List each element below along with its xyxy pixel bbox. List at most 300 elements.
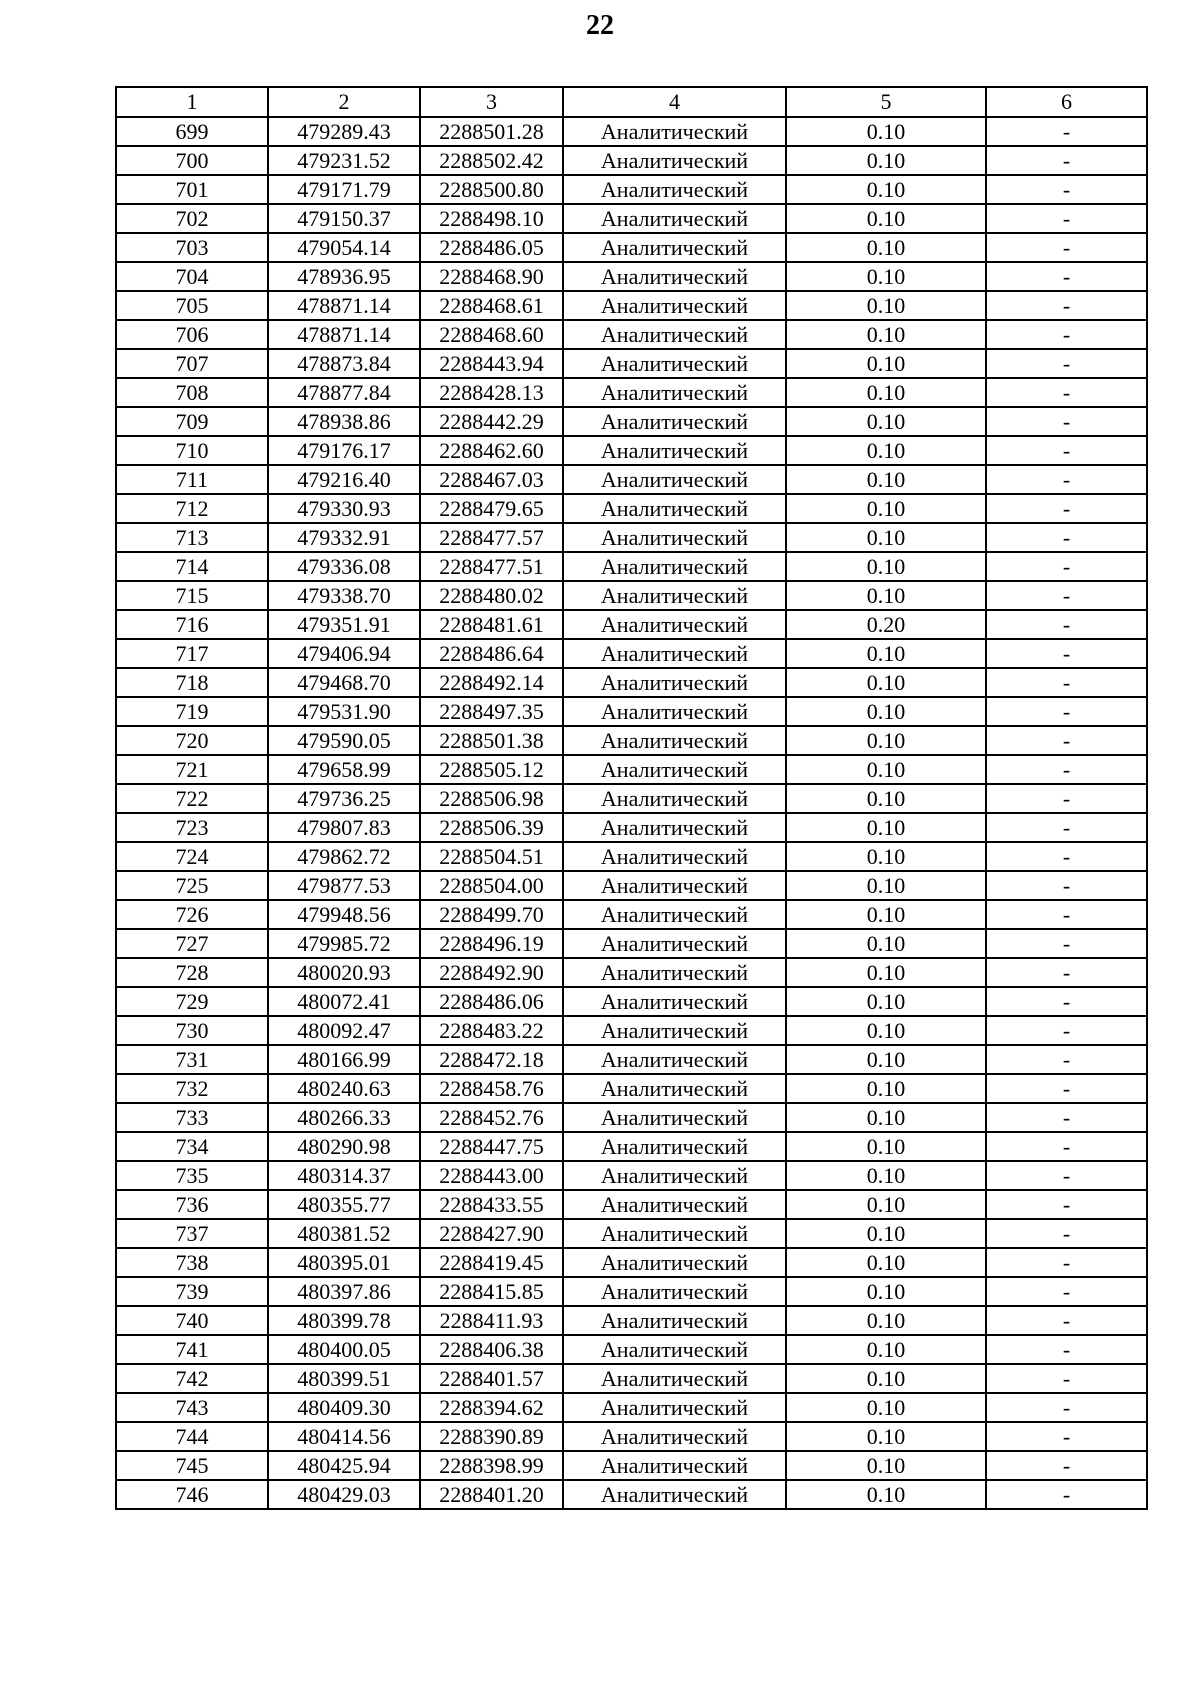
header-row [116,87,1147,117]
table-row [116,1451,1147,1480]
table-cell: 731 [116,1045,268,1074]
table-cell: 2288499.70 [420,900,563,929]
table-cell: Аналитический [563,291,786,320]
table-cell: 0.10 [786,1277,986,1306]
table-cell: 0.10 [786,494,986,523]
table-cell: 2288497.35 [420,697,563,726]
table-cell: 2288498.10 [420,204,563,233]
table-cell: 480266.33 [268,1103,420,1132]
table-cell: Аналитический [563,1161,786,1190]
table-cell: Аналитический [563,436,786,465]
table-cell: 479351.91 [268,610,420,639]
table-cell: 0.10 [786,1480,986,1509]
table-cell: 737 [116,1219,268,1248]
table-cell: 2288506.39 [420,813,563,842]
table-row [116,1306,1147,1335]
table-cell: 0.10 [786,1045,986,1074]
table-cell: 0.10 [786,1161,986,1190]
table-cell: 480355.77 [268,1190,420,1219]
table-cell: Аналитический [563,1219,786,1248]
table-row [116,842,1147,871]
table-cell: - [986,146,1147,175]
table-cell: - [986,987,1147,1016]
table-row [116,1132,1147,1161]
table-cell: - [986,813,1147,842]
table-cell: 2288447.75 [420,1132,563,1161]
table-cell: 480399.51 [268,1364,420,1393]
column-header: 1 [116,87,268,117]
table-row [116,726,1147,755]
table-cell: 0.10 [786,407,986,436]
table-cell: 478871.14 [268,291,420,320]
table-cell: 719 [116,697,268,726]
table-cell: 0.10 [786,639,986,668]
table-cell: 723 [116,813,268,842]
table-cell: 480314.37 [268,1161,420,1190]
table-cell: Аналитический [563,639,786,668]
table-cell: 480395.01 [268,1248,420,1277]
table-cell: 746 [116,1480,268,1509]
table-cell: Аналитический [563,465,786,494]
table-cell: 2288468.60 [420,320,563,349]
table-row [116,871,1147,900]
table-cell: - [986,842,1147,871]
table-cell: Аналитический [563,1451,786,1480]
table-cell: - [986,639,1147,668]
table-cell: 480414.56 [268,1422,420,1451]
table-row [116,1335,1147,1364]
table-cell: 0.10 [786,755,986,784]
table-cell: 2288505.12 [420,755,563,784]
table-cell: 480409.30 [268,1393,420,1422]
page-number: 22 [586,10,614,41]
table-cell: 2288462.60 [420,436,563,465]
table-cell: 720 [116,726,268,755]
table-row [116,958,1147,987]
table-cell: 480092.47 [268,1016,420,1045]
table-cell: 0.10 [786,987,986,1016]
table-cell: 2288458.76 [420,1074,563,1103]
table-cell: 0.10 [786,1103,986,1132]
table-header [116,87,1147,117]
table-cell: 480290.98 [268,1132,420,1161]
column-header: 5 [786,87,986,117]
table-cell: 2288492.14 [420,668,563,697]
table-cell: Аналитический [563,117,786,146]
table-cell: - [986,958,1147,987]
table-cell: 479338.70 [268,581,420,610]
table-row [116,668,1147,697]
table-cell: - [986,233,1147,262]
table-cell: 0.10 [786,581,986,610]
table-cell: - [986,204,1147,233]
table-cell: 2288428.13 [420,378,563,407]
table-cell: 0.10 [786,320,986,349]
table-cell: 2288477.57 [420,523,563,552]
table-cell: Аналитический [563,1335,786,1364]
table-cell: - [986,900,1147,929]
table-cell: 2288406.38 [420,1335,563,1364]
table-cell: 2288401.57 [420,1364,563,1393]
table-cell: 2288401.20 [420,1480,563,1509]
table-cell: 2288477.51 [420,552,563,581]
table-row [116,1248,1147,1277]
table-row [116,1219,1147,1248]
table-row [116,494,1147,523]
table-row [116,581,1147,610]
table-cell: 2288500.80 [420,175,563,204]
table-row [116,929,1147,958]
table-cell: Аналитический [563,1045,786,1074]
table-cell: Аналитический [563,552,786,581]
table-cell: 699 [116,117,268,146]
table-cell: - [986,523,1147,552]
table-row [116,755,1147,784]
table-row [116,1393,1147,1422]
table-cell: 0.10 [786,465,986,494]
table-cell: 700 [116,146,268,175]
table-row [116,378,1147,407]
table-cell: 479216.40 [268,465,420,494]
table-cell: 0.20 [786,610,986,639]
table-cell: 478877.84 [268,378,420,407]
table-cell: - [986,320,1147,349]
table-row [116,1016,1147,1045]
table-cell: 479054.14 [268,233,420,262]
table-cell: 2288442.29 [420,407,563,436]
table-cell: 710 [116,436,268,465]
table-cell: 708 [116,378,268,407]
table-cell: 735 [116,1161,268,1190]
table-cell: 0.10 [786,1422,986,1451]
table-cell: 0.10 [786,436,986,465]
table-cell: 2288467.03 [420,465,563,494]
table-cell: 0.10 [786,523,986,552]
table-cell: 0.10 [786,842,986,871]
table-cell: 0.10 [786,233,986,262]
table-cell: - [986,784,1147,813]
table-cell: 724 [116,842,268,871]
table-cell: 2288398.99 [420,1451,563,1480]
table-cell: - [986,581,1147,610]
table-cell: Аналитический [563,726,786,755]
table-cell: 728 [116,958,268,987]
table-cell: 0.10 [786,378,986,407]
table-cell: 2288481.61 [420,610,563,639]
table-row [116,639,1147,668]
table-cell: Аналитический [563,1132,786,1161]
table-cell: 2288501.28 [420,117,563,146]
table-cell: 702 [116,204,268,233]
table-cell: 0.10 [786,1074,986,1103]
table-cell: - [986,175,1147,204]
table-cell: 0.10 [786,697,986,726]
table-cell: - [986,1248,1147,1277]
table-cell: Аналитический [563,581,786,610]
table-row [116,233,1147,262]
table-cell: Аналитический [563,146,786,175]
table-cell: 706 [116,320,268,349]
table-cell: 0.10 [786,552,986,581]
table-cell: - [986,1074,1147,1103]
table-cell: 479171.79 [268,175,420,204]
table-row [116,523,1147,552]
table-cell: 0.10 [786,1335,986,1364]
table-cell: - [986,697,1147,726]
column-header: 3 [420,87,563,117]
table-cell: 479231.52 [268,146,420,175]
table-cell: Аналитический [563,349,786,378]
column-header: 2 [268,87,420,117]
table-cell: 2288443.00 [420,1161,563,1190]
table-cell: - [986,1451,1147,1480]
table-cell: 725 [116,871,268,900]
table-cell: 0.10 [786,1132,986,1161]
table-cell: 742 [116,1364,268,1393]
table-cell: 0.10 [786,146,986,175]
table-cell: 480399.78 [268,1306,420,1335]
table-cell: 739 [116,1277,268,1306]
table-cell: Аналитический [563,1074,786,1103]
table-cell: 0.10 [786,871,986,900]
table-cell: 0.10 [786,117,986,146]
table-cell: Аналитический [563,929,786,958]
table-cell: 0.10 [786,204,986,233]
table-cell: - [986,871,1147,900]
table-row [116,1422,1147,1451]
column-header: 4 [563,87,786,117]
table-cell: - [986,1161,1147,1190]
table-cell: - [986,1393,1147,1422]
table-cell: Аналитический [563,204,786,233]
table-cell: 2288486.05 [420,233,563,262]
table-cell: 0.10 [786,1248,986,1277]
table-cell: 2288411.93 [420,1306,563,1335]
table-cell: 478938.86 [268,407,420,436]
table-cell: Аналитический [563,668,786,697]
table-row [116,1074,1147,1103]
table-cell: 716 [116,610,268,639]
table-cell: 721 [116,755,268,784]
table-cell: 479150.37 [268,204,420,233]
table-cell: Аналитический [563,233,786,262]
table-row [116,320,1147,349]
table-cell: 2288433.55 [420,1190,563,1219]
table-row [116,436,1147,465]
table-cell: 480381.52 [268,1219,420,1248]
table-row [116,465,1147,494]
table-cell: 479862.72 [268,842,420,871]
table-cell: - [986,668,1147,697]
table-cell: 2288468.90 [420,262,563,291]
table-cell: 2288492.90 [420,958,563,987]
table-cell: Аналитический [563,1364,786,1393]
table-cell: 0.10 [786,958,986,987]
table-cell: 479176.17 [268,436,420,465]
table-row [116,552,1147,581]
table-cell: 2288472.18 [420,1045,563,1074]
table-cell: 479330.93 [268,494,420,523]
table-cell: 711 [116,465,268,494]
table-cell: - [986,1480,1147,1509]
table-cell: 0.10 [786,349,986,378]
table-cell: - [986,1277,1147,1306]
table-cell: - [986,1045,1147,1074]
table-cell: 479736.25 [268,784,420,813]
table-cell: Аналитический [563,784,786,813]
table-cell: - [986,1016,1147,1045]
table-cell: 743 [116,1393,268,1422]
table-cell: 745 [116,1451,268,1480]
table-cell: 2288504.51 [420,842,563,871]
table-cell: 0.10 [786,726,986,755]
table-cell: Аналитический [563,262,786,291]
table-cell: 479590.05 [268,726,420,755]
table-cell: - [986,1132,1147,1161]
table-row [116,117,1147,146]
table-cell: 478873.84 [268,349,420,378]
table-cell: 712 [116,494,268,523]
table-cell: - [986,929,1147,958]
table-cell: Аналитический [563,1190,786,1219]
table-cell: 479807.83 [268,813,420,842]
table-cell: - [986,610,1147,639]
table-cell: 713 [116,523,268,552]
table-cell: 480020.93 [268,958,420,987]
table-cell: 707 [116,349,268,378]
table-row [116,987,1147,1016]
table-row [116,900,1147,929]
table-cell: - [986,465,1147,494]
table-cell: 2288504.00 [420,871,563,900]
table-cell: 2288419.45 [420,1248,563,1277]
table-cell: Аналитический [563,1393,786,1422]
table-cell: 2288394.62 [420,1393,563,1422]
table-cell: Аналитический [563,1016,786,1045]
table-cell: 479289.43 [268,117,420,146]
table-cell: Аналитический [563,697,786,726]
table-cell: Аналитический [563,1306,786,1335]
table-cell: - [986,1422,1147,1451]
table-cell: - [986,262,1147,291]
table-row [116,1364,1147,1393]
table-cell: 727 [116,929,268,958]
table-cell: Аналитический [563,987,786,1016]
table-cell: - [986,378,1147,407]
table-cell: 480425.94 [268,1451,420,1480]
table-row [116,784,1147,813]
table-cell: 2288496.19 [420,929,563,958]
table-cell: 733 [116,1103,268,1132]
table-cell: 479336.08 [268,552,420,581]
table-cell: 2288390.89 [420,1422,563,1451]
table-row [116,204,1147,233]
table-cell: 717 [116,639,268,668]
table-cell: 0.10 [786,1190,986,1219]
table-cell: 0.10 [786,1306,986,1335]
table-cell: 0.10 [786,262,986,291]
table-cell: Аналитический [563,407,786,436]
table-row [116,1103,1147,1132]
table-cell: 703 [116,233,268,262]
table-cell: 0.10 [786,291,986,320]
table-cell: Аналитический [563,1277,786,1306]
table-cell: Аналитический [563,320,786,349]
table-cell: 0.10 [786,175,986,204]
table-cell: 705 [116,291,268,320]
table-cell: 0.10 [786,1219,986,1248]
table-cell: 726 [116,900,268,929]
table-cell: 732 [116,1074,268,1103]
table-row [116,146,1147,175]
table-cell: Аналитический [563,523,786,552]
table-row [116,291,1147,320]
table-cell: 479531.90 [268,697,420,726]
table-cell: Аналитический [563,871,786,900]
table-cell: 479877.53 [268,871,420,900]
table-body [116,117,1147,1509]
table-cell: 480072.41 [268,987,420,1016]
table-cell: 2288486.06 [420,987,563,1016]
table-cell: Аналитический [563,494,786,523]
table-row [116,697,1147,726]
table-cell: - [986,726,1147,755]
table-row [116,1480,1147,1509]
table-cell: Аналитический [563,813,786,842]
table-cell: 722 [116,784,268,813]
table-cell: 0.10 [786,900,986,929]
table-cell: 2288452.76 [420,1103,563,1132]
table-cell: 479406.94 [268,639,420,668]
table-cell: 480240.63 [268,1074,420,1103]
table-cell: 729 [116,987,268,1016]
table-row [116,1045,1147,1074]
table-cell: - [986,494,1147,523]
table-cell: Аналитический [563,1103,786,1132]
table-cell: Аналитический [563,1480,786,1509]
table-cell: 0.10 [786,784,986,813]
table-cell: 479332.91 [268,523,420,552]
table-cell: 714 [116,552,268,581]
table-cell: 704 [116,262,268,291]
table-cell: 2288443.94 [420,349,563,378]
table-cell: 2288501.38 [420,726,563,755]
table-cell: - [986,552,1147,581]
table-cell: Аналитический [563,175,786,204]
table-cell: 734 [116,1132,268,1161]
table-cell: 2288506.98 [420,784,563,813]
table-cell: 479658.99 [268,755,420,784]
table-cell: 480397.86 [268,1277,420,1306]
table-cell: 0.10 [786,1016,986,1045]
table-cell: 718 [116,668,268,697]
table-cell: Аналитический [563,1248,786,1277]
table-cell: - [986,1219,1147,1248]
table-cell: Аналитический [563,900,786,929]
table-cell: 479948.56 [268,900,420,929]
table-cell: Аналитический [563,958,786,987]
table-cell: 480429.03 [268,1480,420,1509]
table-cell: 741 [116,1335,268,1364]
table-cell: - [986,1103,1147,1132]
column-header: 6 [986,87,1147,117]
table-cell: Аналитический [563,842,786,871]
table-cell: 736 [116,1190,268,1219]
table-cell: 2288415.85 [420,1277,563,1306]
table-cell: 0.10 [786,1451,986,1480]
table-cell: 730 [116,1016,268,1045]
table-cell: 0.10 [786,929,986,958]
